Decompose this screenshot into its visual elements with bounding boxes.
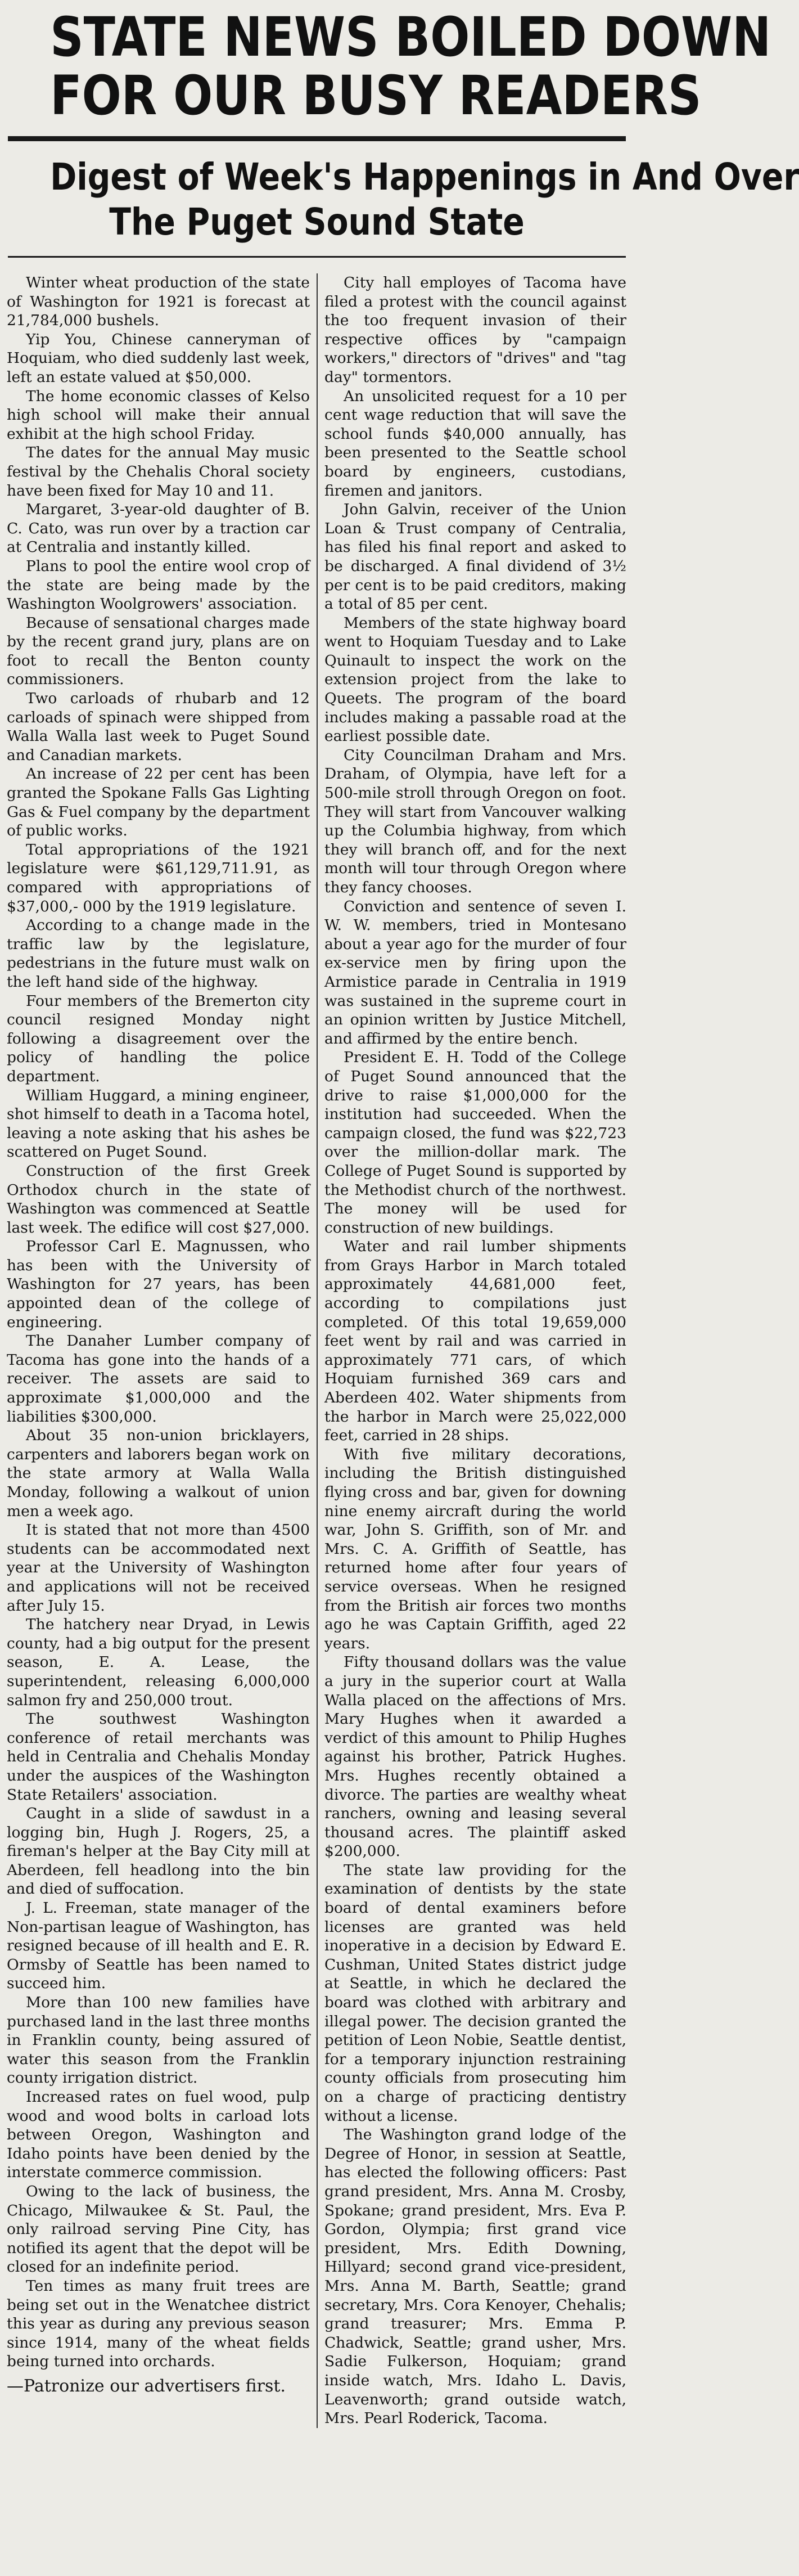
news-item: The Washington grand lodge of the Degree of Honor, in session at Seattle, has elected the following officers: Past grand president, Mrs. Anna M. Crosby, Spokane; grand president, Mrs. Eva P. Gordon, Olympia; first grand vice president, Mrs. Edith Downing, Hillyard; second grand vice-president, Mrs. Anna M. Barth, Seattle; grand secretary, Mrs. Cora Kenoyer, Chehalis; grand treasurer; Mrs. Emma P. Chadwick, Seattle; grand usher, Mrs. Sadie Fulkerson, Hoquiam; grand inside watch, Mrs. Idaho L. Davis, Leavenworth; grand outside watch, Mrs. Pearl Roderick, Tacoma. <box>324 2126 626 2427</box>
news-item: Ten times as many fruit trees are being set out in the Wenatchee district this year as during any previous season since 1914, many of the wheat fields being turned into orchards. <box>7 2277 310 2371</box>
headline-line-2: FOR OUR BUSY READERS <box>50 64 702 127</box>
news-item: Caught in a slide of sawdust in a logging bin, Hugh J. Rogers, 25, a fireman's helper at the Bay City mill at Aberdeen, fell headlong into the bin and died of suffocation. <box>7 1805 310 1898</box>
subhead-rule <box>8 256 626 258</box>
right-column <box>317 273 626 2428</box>
news-item: Plans to pool the entire wool crop of the state are being made by the Washington Woolgrowers' association. <box>7 557 310 613</box>
news-item: Increased rates on fuel wood, pulp wood and wood bolts in carload lots between Oregon, Washington and Idaho points have been denied by the interstate commerce commission. <box>7 2088 310 2182</box>
news-item: Owing to the lack of business, the Chicago, Milwaukee & St. Paul, the only railroad serving Pine City, has notified its agent that the depot will be closed for an indefinite period. <box>7 2182 310 2276</box>
news-item: J. L. Freeman, state manager of the Non-partisan league of Washington, has resigned because of ill health and E. R. Ormsby of Seattle has been named to succeed him. <box>7 1899 310 1993</box>
news-item: Margaret, 3-year-old daughter of B. C. Cato, was run over by a traction car at Centralia and instantly killed. <box>7 501 310 556</box>
news-item: Professor Carl E. Magnussen, who has been with the University of Washington for 27 years, has been appointed dean of the college of engineering. <box>7 1238 310 1331</box>
news-item: William Huggard, a mining engineer, shot himself to death in a Tacoma hotel, leaving a note asking that his ashes be scattered on Puget Sound. <box>7 1086 310 1161</box>
news-item: With five military decorations, including the British distinguished flying cross and bar, given for downing nine enemy aircraft during the world war, John S. Griffith, son of Mr. and Mrs. C. A. Griffith of Seattle, has returned home after four years of service overseas. When he resigned from the British air forces two months ago he was Captain Griffith, aged 22 years. <box>324 1445 626 1652</box>
news-item: An unsolicited request for a 10 per cent wage reduction that will save the school funds $40,000 annually, has been presented to the Seattle school board by engineers, custodians, firemen and janitors. <box>324 387 626 500</box>
subhead-line-1: Digest of Week's Happenings in And Over <box>50 155 799 199</box>
news-item: Four members of the Bremerton city council resigned Monday night following a disagreement over the policy of handling the police department. <box>7 992 310 1085</box>
news-item: John Galvin, receiver of the Union Loan & Trust company of Centralia, has filed his final report and asked to be discharged. A final dividend of 3½ per cent is to be paid creditors, making a total of 85 per cent. <box>324 501 626 613</box>
news-item: Construction of the first Greek Orthodox church in the state of Washington was commenced at Seattle last week. The edifice will cost $27,000. <box>7 1162 310 1237</box>
footer-slogan: —Patronize our advertisers first. <box>7 2376 286 2396</box>
news-item: City hall employes of Tacoma have filed a protest with the council against the too frequent invasion of their respective offices by "campaign workers," directors of "drives" and "tag day" tormentors. <box>324 274 626 386</box>
news-item: Members of the state highway board went to Hoquiam Tuesday and to Lake Quinault to inspect the work on the extension project from the lake to Queets. The program of the board includes making a passable road at the earliest possible date. <box>324 614 626 745</box>
news-item: The Danaher Lumber company of Tacoma has gone into the hands of a receiver. The assets are said to approximate $1,000,000 and the liabilities $300,000. <box>7 1332 310 1426</box>
news-item: The home economic classes of Kelso high school will make their annual exhibit at the high school Friday. <box>7 387 310 443</box>
news-item: It is stated that not more than 4500 students can be accommodated next year at the University of Washington and applications will not be received after July 15. <box>7 1521 310 1615</box>
news-item: Water and rail lumber shipments from Grays Harbor in March totaled approximately 44,681,000 feet, according to compilations just completed. Of this total 19,659,000 feet went by rail and was carried in approximately 771 cars, of which Hoquiam furnished 369 cars and Aberdeen 402. Water shipments from the harbor in March were 25,022,000 feet, carried in 28 ships. <box>324 1238 626 1445</box>
news-item: The dates for the annual May music festival by the Chehalis Choral society have been fixed for May 10 and 11. <box>7 444 310 500</box>
news-item: President E. H. Todd of the College of Puget Sound announced that the drive to raise $1,000,000 for the institution had succeeded. When the campaign closed, the fund was $22,723 over the million-dollar mark. The College of Puget Sound is supported by the Methodist church of the northwest. The money will be used for construction of new buildings. <box>324 1049 626 1237</box>
news-item: More than 100 new families have purchased land in the last three months in Franklin county, being assured of water this season from the Franklin county irrigation district. <box>7 1994 310 2087</box>
headline-rule <box>8 136 626 141</box>
news-item: The southwest Washington conference of retail merchants was held in Centralia and Chehalis Monday under the auspices of the Washington State Retailers' association. <box>7 1710 310 1804</box>
news-item: Yip You, Chinese canneryman of Hoquiam, who died suddenly last week, left an estate valued at $50,000. <box>7 330 310 386</box>
news-item: Winter wheat production of the state of Washington for 1921 is forecast at 21,784,000 bushels. <box>7 274 310 330</box>
headline-line-1: STATE NEWS BOILED DOWN <box>50 6 771 69</box>
news-item: The state law providing for the examination of dentists by the state board of dental examiners before licenses are granted was held inoperative in a decision by Edward E. Cushman, United States district judge at Seattle, in which he declared the board was clothed with arbitrary and illegal power. The decision granted the petition of Leon Nobie, Seattle dentist, for a temporary injunction restraining county officials from prosecuting him on a charge of practicing dentistry without a license. <box>324 1861 626 2125</box>
left-column <box>7 273 317 2428</box>
news-item: Fifty thousand dollars was the value a jury in the superior court at Walla Walla placed on the affections of Mrs. Mary Hughes when it awarded a verdict of this amount to Philip Hughes against his brother, Patrick Hughes. Mrs. Hughes recently obtained a divorce. The parties are wealthy wheat ranchers, owning and leasing several thousand acres. The plaintiff asked $200,000. <box>324 1653 626 1860</box>
subhead-line-2: The Puget Sound State <box>109 200 525 244</box>
news-item: According to a change made in the traffic law by the legislature, pedestrians in the future must walk on the left hand side of the highway. <box>7 916 310 991</box>
news-item: An increase of 22 per cent has been granted the Spokane Falls Gas Lighting Gas & Fuel company by the department of public works. <box>7 765 310 840</box>
news-item: The hatchery near Dryad, in Lewis county, had a big output for the present season, E. A. Lease, the superintendent, releasing 6,000,000 salmon fry and 250,000 trout. <box>7 1616 310 1709</box>
news-item: City Councilman Draham and Mrs. Draham, of Olympia, have left for a 500-mile stroll through Oregon on foot. They will start from Vancouver walking up the Columbia highway, from which they will branch off, and for the next month will tour through Oregon where they fancy chooses. <box>324 746 626 896</box>
news-item: Because of sensational charges made by the recent grand jury, plans are on foot to recall the Benton county commissioners. <box>7 614 310 689</box>
article-columns <box>7 273 627 2428</box>
news-item: Conviction and sentence of seven I. W. W. members, tried in Montesano about a year ago for the murder of four ex-service men by firing upon the Armistice parade in Centralia in 1919 was sustained in the supreme court in an opinion written by Justice Mitchell, and affirmed by the entire bench. <box>324 897 626 1048</box>
news-item: Total appropriations of the 1921 legislature were $61,129,711.91, as compared with appropriations of $37,000,- 000 by the 1919 legislature. <box>7 840 310 915</box>
news-item: Two carloads of rhubarb and 12 carloads of spinach were shipped from Walla Walla last week to Puget Sound and Canadian markets. <box>7 690 310 764</box>
news-item: About 35 non-union bricklayers, carpenters and laborers began work on the state armory at Walla Walla Monday, following a walkout of union men a week ago. <box>7 1427 310 1520</box>
